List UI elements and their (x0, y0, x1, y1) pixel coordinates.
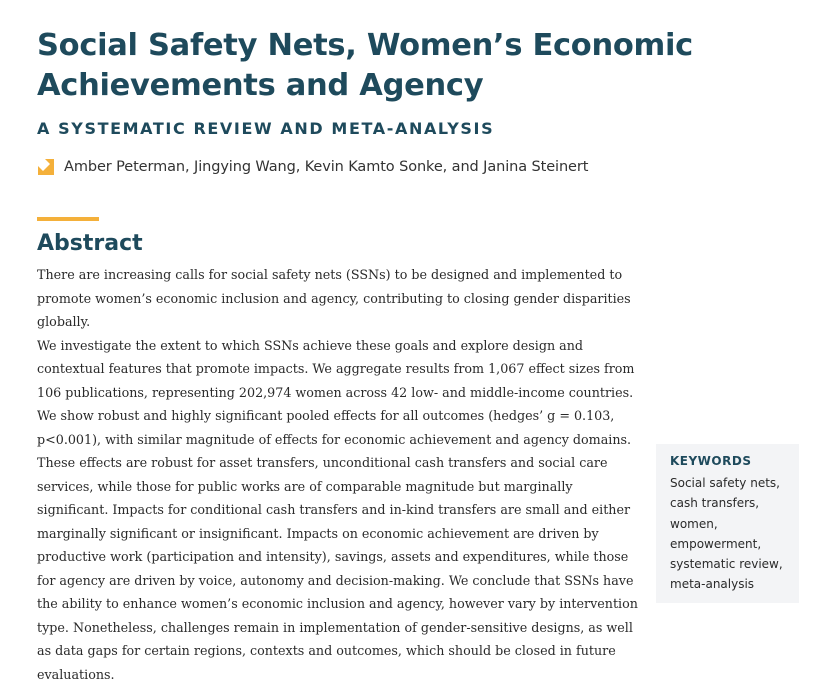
paper-subtitle: A SYSTEMATIC REVIEW AND META-ANALYSIS (37, 119, 494, 139)
abstract-heading: Abstract (37, 230, 143, 258)
paper-title: Social Safety Nets, Women’s Economic Achievements and Agency (37, 26, 737, 106)
keywords-list (670, 473, 791, 595)
keyword-item: meta-analysis (670, 574, 791, 594)
abstract-paragraph-2: We investigate the extent to which SSNs achieve these goals and explore design and contextual features that promote impacts. We aggregate results from 1,067 effect sizes from 106 publications, representing 202,974 women across 42 low- and middle-income countries. We show robust and highly significant pooled effects for all outcomes (hedges’ g = 0.103, p<0.001), with similar magnitude of effects for economic achievement and agency domains. These effects are robust for asset transfers, unconditional cash transfers and social care services, while those for public works are of comparable magnitude but marginally significant. Impacts for conditional cash transfers and in-kind transfers are small and either marginally significant or insignificant. Impacts on economic achievement are driven by productive work (participation and intensity), savings, assets and expenditures, while those for agency are driven by voice, autonomy and decision-making. We conclude that SSNs have the ability to enhance women’s economic inclusion and agency, however vary by intervention type. Nonetheless, challenges remain in implementation of gender-sensitive designs, as well as data gaps for certain regions, contexts and outcomes, which should be closed in future evaluations. (37, 334, 642, 686)
keywords-box (656, 444, 799, 603)
keyword-item: empowerment, (670, 534, 791, 554)
keyword-item: Social safety nets, (670, 473, 791, 493)
abstract-body (37, 263, 642, 686)
section-divider (37, 217, 99, 221)
keyword-item: women, (670, 514, 791, 534)
abstract-paragraph-1: There are increasing calls for social safety nets (SSNs) to be designed and implemented to promote women’s economic inclusion and agency, contributing to closing gender disparities globally. (37, 263, 642, 334)
keyword-item: systematic review, (670, 554, 791, 574)
keywords-title: KEYWORDS (670, 454, 791, 468)
arrow-up-right-icon (37, 158, 55, 176)
authors: Amber Peterman, Jingying Wang, Kevin Kamto Sonke, and Janina Steinert (64, 159, 588, 175)
keyword-item: cash transfers, (670, 493, 791, 513)
author-line (37, 157, 588, 177)
